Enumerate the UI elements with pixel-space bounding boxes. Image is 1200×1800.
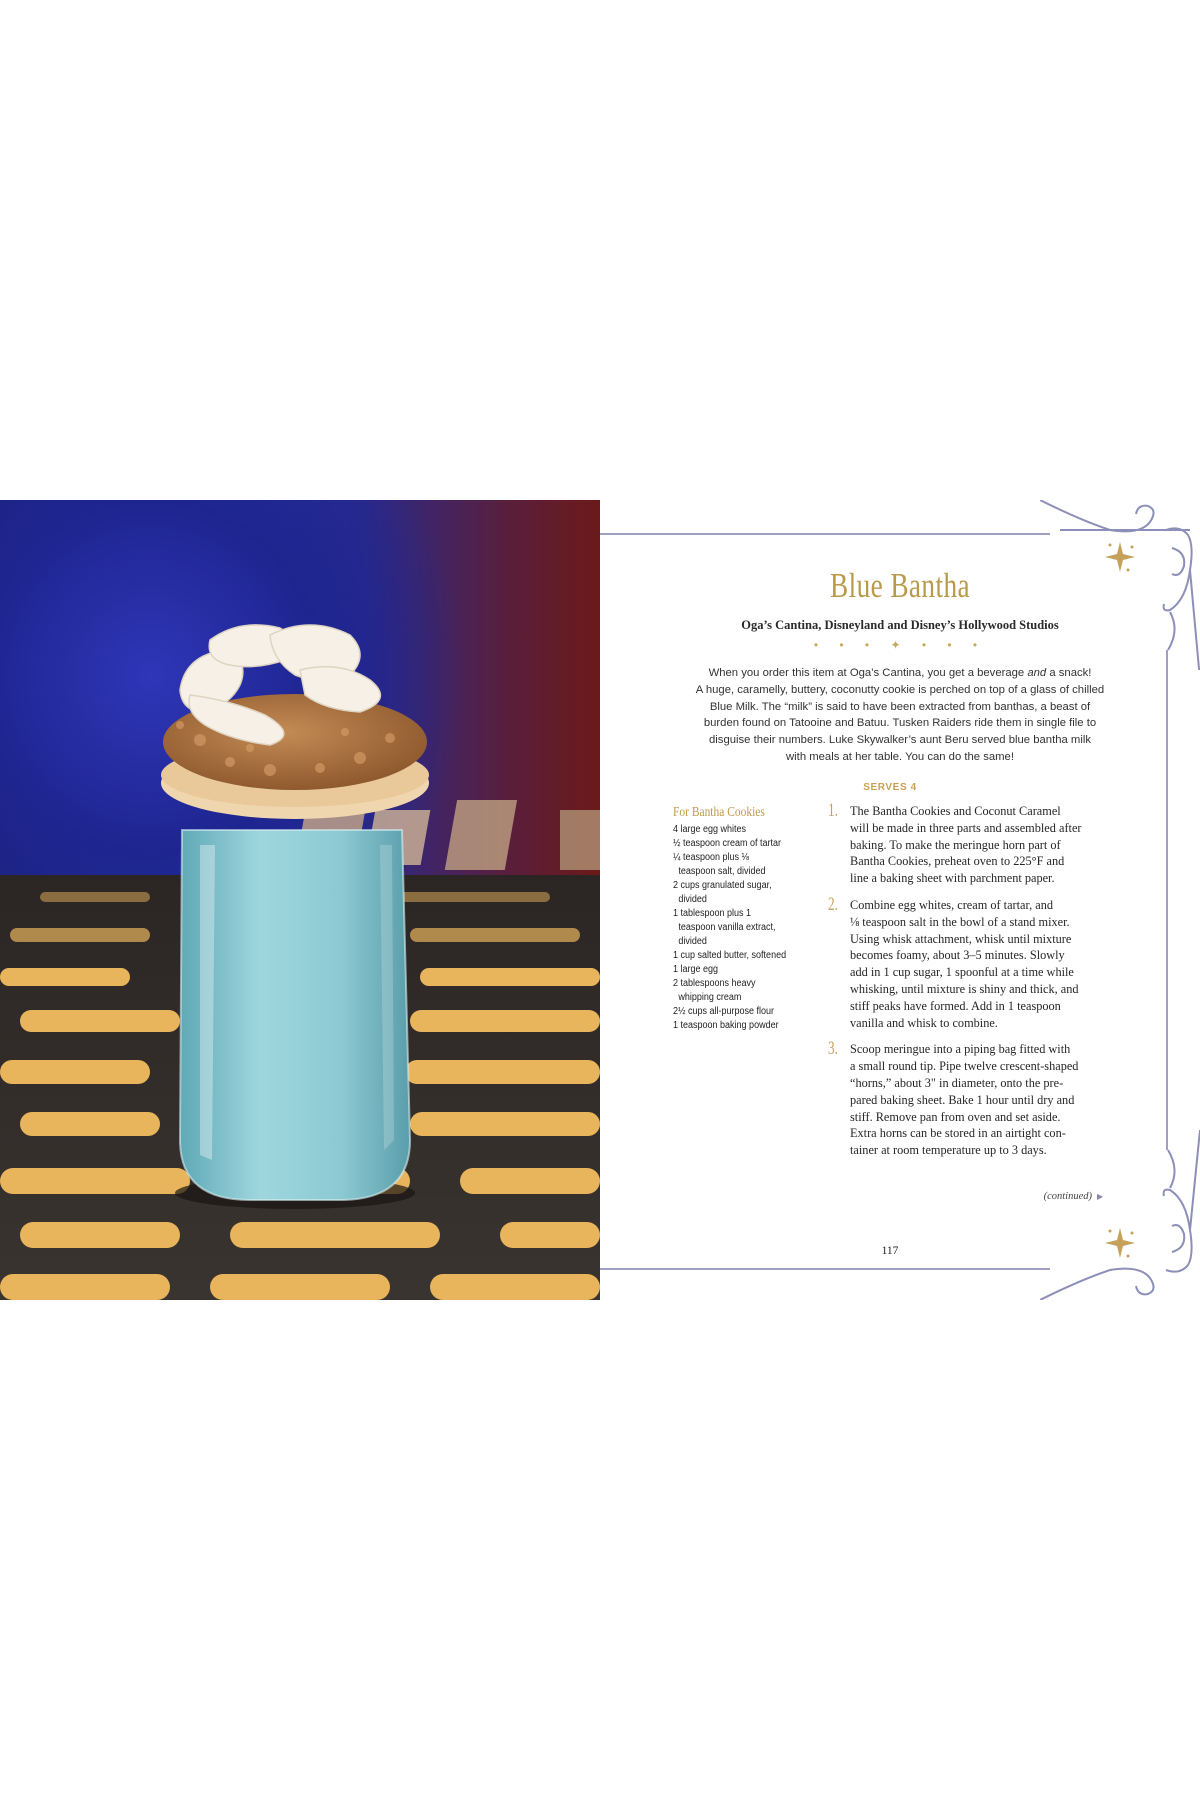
step-text-line: add in 1 cup sugar, 1 spoonful at a time while: [850, 965, 1074, 980]
step-number: 1.: [828, 800, 838, 821]
step-text-line: The Bantha Cookies and Coconut Caramel: [850, 804, 1061, 818]
ingredients-list: [673, 805, 818, 1033]
step-text-line: stiff peaks have formed. Add in 1 teaspoon: [850, 998, 1061, 1013]
step-1: [828, 800, 1098, 887]
intro-line: burden found on Tatooine and Batuu. Tusken Raiders ride them in single file to: [703, 717, 1097, 730]
step-text-line: tainer at room temperature up to 3 days.: [850, 1143, 1047, 1158]
step-text-line: whisking, until mixture is shiny and thick, and: [850, 981, 1079, 996]
decorative-divider: • • • ✦ • • •: [813, 638, 987, 652]
step-text-line: Combine egg whites, cream of tartar, and: [850, 897, 1054, 912]
ingredient-line: whipping cream: [678, 992, 742, 1003]
step-text-line: baking. To make the meringue horn part of: [850, 837, 1061, 852]
recipe-page: [600, 500, 1200, 1300]
step-text-line: ⅛ teaspoon salt in the bowl of a stand mixer.: [850, 914, 1070, 929]
step-text-line: a small round tip. Pipe twelve crescent-shaped: [850, 1059, 1079, 1074]
step-text-line: vanilla and whisk to combine.: [850, 1015, 998, 1030]
ingredient-line: teaspoon vanilla extract,: [678, 922, 776, 933]
step-number: 3.: [828, 1038, 838, 1060]
step-text-line: “horns,” about 3" in diameter, onto the pre-: [850, 1075, 1064, 1090]
step-text-line: line a baking sheet with parchment paper.: [850, 871, 1055, 886]
step-text-line: will be made in three parts and assembled after: [850, 820, 1082, 835]
ingredient-line: ½ teaspoon cream of tartar: [673, 838, 782, 849]
recipe-subtitle: Oga’s Cantina, Disneyland and Disney’s Hollywood Studios: [741, 618, 1059, 632]
ingredient-line: divided: [678, 936, 707, 947]
ingredient-line: 1 large egg: [673, 964, 719, 975]
frame-top-line: [600, 533, 1050, 535]
serves-label: SERVES 4: [863, 782, 917, 793]
step-text-line: stiff. Remove pan from oven and set aside.: [850, 1109, 1061, 1124]
step-number: 2.: [828, 893, 838, 915]
intro-line: with meals at her table. You can do the same!: [786, 750, 1014, 763]
step-text-line: Bantha Cookies, preheat oven to 225°F and: [850, 854, 1065, 869]
book-spread: [0, 500, 1200, 1300]
intro-line: When you order this item at Oga’s Cantina, you get a beverage and a snack!: [708, 667, 1092, 679]
step-text-line: Extra horns can be stored in an airtight con-: [850, 1126, 1066, 1141]
ingredient-line: 2½ cups all-purpose flour: [673, 1006, 775, 1017]
ingredient-line: 2 tablespoons heavy: [673, 978, 756, 989]
ingredients-heading: For Bantha Cookies: [673, 805, 765, 820]
step-text-line: Using whisk attachment, whisk until mixture: [850, 931, 1072, 946]
continued-arrow-icon: ▶: [1097, 1192, 1104, 1201]
recipe-intro: [675, 665, 1125, 766]
step-text-line: becomes foamy, about 3–5 minutes. Slowly: [850, 948, 1065, 963]
step-2: [828, 893, 1098, 1031]
intro-line: Blue Milk. The “milk” is said to have been extracted from banthas, a beast of: [709, 700, 1091, 713]
intro-line: disguise their numbers. Luke Skywalker’s aunt Beru served blue bantha milk: [709, 734, 1091, 747]
ingredient-line: 1 teaspoon baking powder: [673, 1020, 779, 1031]
ingredient-line: 4 large egg whites: [673, 824, 747, 835]
page-number: 117: [881, 1245, 899, 1257]
ingredient-line: 1 tablespoon plus 1: [673, 908, 752, 919]
recipe-title: Blue Bantha: [829, 566, 971, 605]
frame-right-line: [1166, 650, 1168, 1150]
continued-label: (continued): [1043, 1191, 1092, 1202]
step-3: [828, 1038, 1098, 1159]
photo-illustration: [0, 500, 600, 1300]
ingredient-line: 1 cup salted butter, softened: [673, 950, 787, 961]
glass-of-blue-milk: [180, 830, 410, 1200]
method-steps: [828, 800, 1098, 1169]
ingredient-line: ¼ teaspoon plus ⅛: [673, 852, 750, 863]
step-text-line: Scoop meringue into a piping bag fitted with: [850, 1042, 1071, 1057]
ingredient-line: divided: [678, 894, 707, 905]
ingredient-line: teaspoon salt, divided: [678, 866, 766, 877]
frame-bottom-line: [600, 1268, 1050, 1270]
blue-bantha-photo: [0, 500, 600, 1300]
intro-line: A huge, caramelly, buttery, coconutty cookie is perched on top of a glass of chilled: [695, 683, 1105, 696]
ingredient-line: 2 cups granulated sugar,: [673, 880, 772, 891]
step-text-line: pared baking sheet. Bake 1 hour until dry and: [850, 1092, 1075, 1107]
